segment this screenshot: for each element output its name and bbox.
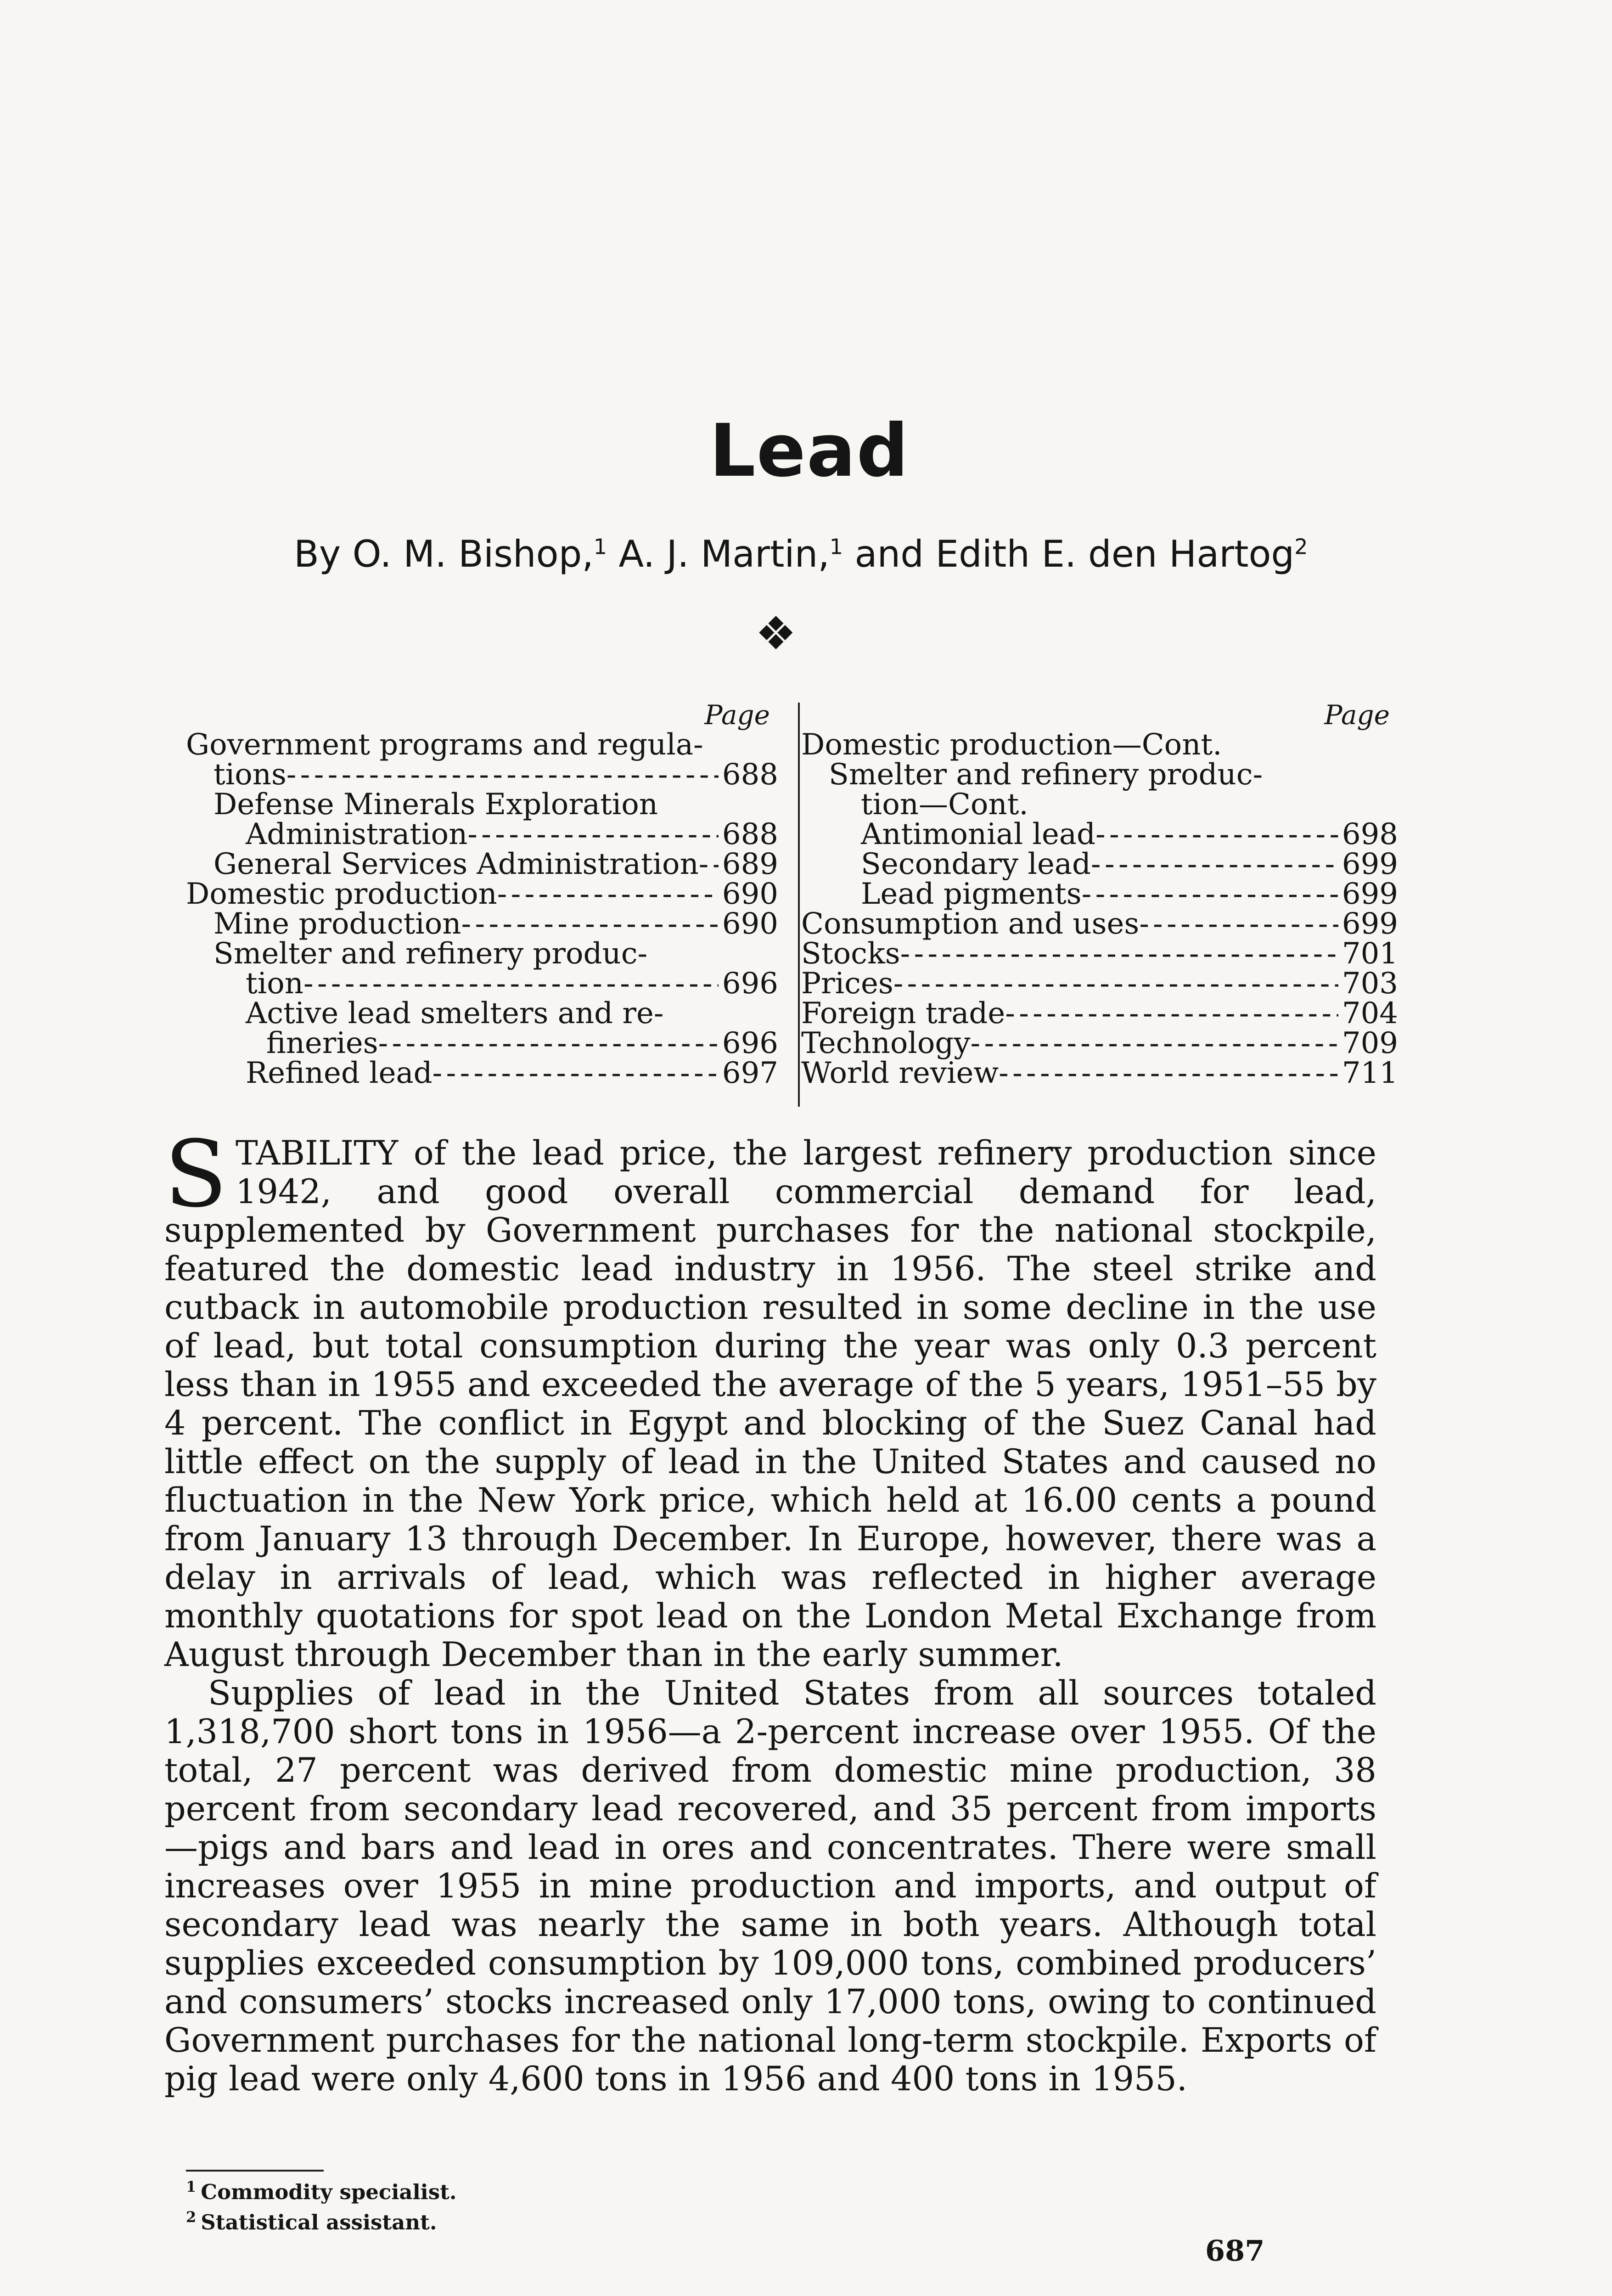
footnote	[186, 2205, 457, 2235]
footnote-mark: 2	[186, 2208, 197, 2226]
toc-entry-page: 709	[1342, 1026, 1398, 1060]
toc-entry: Government programs and regula-	[186, 728, 703, 762]
toc-entry	[801, 996, 1398, 1030]
toc-entry	[801, 879, 1398, 909]
toc-entry-page: 699	[1342, 877, 1398, 911]
toc-entry	[186, 817, 778, 851]
toc-entry-page: 690	[722, 907, 778, 941]
ornament-icon: ❖	[755, 607, 797, 660]
drop-cap: S	[164, 1121, 228, 1228]
toc-entry	[186, 1058, 778, 1088]
toc-entry-label: Technology	[801, 1026, 971, 1060]
toc-entry	[186, 847, 778, 881]
toc-entry-page: 688	[722, 817, 778, 851]
toc-entry-label: General Services Administration	[213, 847, 699, 881]
toc-entry-label: Mine production	[213, 907, 461, 941]
toc-entry: Smelter and refinery produc-	[829, 758, 1263, 792]
toc-entry-page: 704	[1342, 996, 1398, 1030]
toc-entry-label: tion	[246, 967, 303, 1001]
toc-entry	[801, 969, 1398, 999]
toc-entry-page: 701	[1342, 937, 1398, 971]
toc-right-column	[801, 700, 1398, 1088]
toc-entry-page: 689	[722, 847, 778, 881]
page-number: 687	[1205, 2234, 1265, 2268]
toc-entry-page: 698	[1342, 817, 1398, 851]
toc-entry-page: 696	[722, 1026, 778, 1060]
toc-entry-label: Secondary lead	[861, 847, 1091, 881]
toc-entry-label: fineries	[266, 1026, 378, 1060]
footnote-text: Statistical assistant.	[201, 2210, 437, 2234]
author-den-hartog: and Edith E. den Hartog	[843, 533, 1295, 575]
footnote-text: Commodity specialist.	[201, 2180, 457, 2204]
toc-page-heading: Page	[704, 699, 770, 731]
toc-entry-page: 688	[722, 758, 778, 792]
toc-entry: Smelter and refinery produc-	[213, 937, 648, 971]
body-paragraph	[164, 1121, 1376, 1674]
footnote-ref-1: 1	[593, 534, 607, 559]
toc-entry-page: 711	[1342, 1056, 1398, 1090]
toc-page-heading: Page	[1324, 699, 1390, 731]
footnotes	[186, 2174, 457, 2235]
toc-entry	[186, 1026, 778, 1060]
toc-entry-page: 697	[722, 1056, 778, 1090]
toc-entry	[801, 847, 1398, 881]
author-bishop: O. M. Bishop,	[352, 533, 594, 575]
byline-prefix: By	[294, 533, 353, 575]
toc-entry-label: Consumption and uses	[801, 907, 1140, 941]
toc-entry-label: Foreign trade	[801, 996, 1005, 1030]
toc-entry-label: Stocks	[801, 937, 900, 971]
toc-entry-label: Administration	[246, 817, 468, 851]
toc-left-column	[186, 700, 778, 1088]
toc-entry: tion—Cont.	[861, 788, 1028, 822]
article-body	[164, 1121, 1376, 2099]
toc-entry-label: Domestic production	[186, 877, 497, 911]
footnote-mark: 1	[186, 2178, 197, 2195]
toc-entry-label: Prices	[801, 967, 893, 1001]
toc-entry-label: Antimonial lead	[861, 817, 1095, 851]
paragraph-text: TABILITY of the lead price, the largest refinery production since 1942, and good overall commercial demand for lead, supplemented by Government purchases for the national stockpile, featured the domestic lead industry in 1956. The steel strike and cutback in automobile production resulted in some decline in the use of lead, but total consumption during the year was only 0.3 percent less than in 1955 and exceeded the average of the 5 years, 1951–55 by 4 percent. The conflict in Egypt and blocking of the Suez Canal had little effect on the supply of lead in the United States and caused no fluctuation in the New York price, which held at 16.00 cents a pound from January 13 through December. In Europe, however, there was a delay in arrivals of lead, which was reflected in higher average monthly quotations for spot lead on the London Metal Exchange from August through December than in the early summer.	[164, 1134, 1376, 1674]
footnote	[186, 2174, 457, 2205]
toc-entry	[801, 1058, 1398, 1088]
toc-entry-label: Lead pigments	[861, 877, 1082, 911]
toc-entry	[801, 817, 1398, 851]
toc-entry-page: 690	[722, 877, 778, 911]
toc-entry: Domestic production—Cont.	[801, 728, 1222, 762]
toc-entry	[186, 969, 778, 999]
toc-entry-page: 699	[1342, 847, 1398, 881]
body-paragraph: Supplies of lead in the United States from all sources totaled 1,318,700 short tons in 1956—a 2-percent increase over 1955. Of the total, 27 percent was derived from domestic mine production, 38 percent from secondary lead recovered, and 35 percent from imports—pigs and bars and lead in ores and concentrates. There were small increases over 1955 in mine production and imports, and output of secondary lead was nearly the same in both years. Although total supplies exceeded consumption by 109,000 tons, combined producers’ and consumers’ stocks increased only 17,000 tons, owing to continued Government purchases for the national long-term stockpile. Exports of pig lead were only 4,600 tons in 1956 and 400 tons in 1955.	[164, 1674, 1376, 2099]
author-martin: A. J. Martin,	[607, 533, 830, 575]
toc-entry	[801, 939, 1398, 969]
toc-entry: Defense Minerals Exploration	[213, 788, 658, 822]
toc-entry	[186, 879, 778, 909]
footnote-ref-1b: 1	[829, 534, 843, 559]
toc-entry-label: World review	[801, 1056, 999, 1090]
toc-entry-label: Refined lead	[246, 1056, 432, 1090]
toc-entry-page: 696	[722, 967, 778, 1001]
footnote-ref-2: 2	[1294, 534, 1308, 559]
toc-entry	[801, 1026, 1398, 1060]
toc-entry-page: 703	[1342, 967, 1398, 1001]
footnote-rule	[186, 2170, 324, 2172]
article-title: Lead	[709, 409, 910, 493]
toc-entry-page: 699	[1342, 907, 1398, 941]
toc-entry: Active lead smelters and re-	[246, 996, 664, 1030]
toc-entry-label: tions	[213, 758, 286, 792]
byline	[294, 533, 1308, 575]
toc-divider	[798, 703, 800, 1107]
toc-entry	[186, 760, 778, 790]
toc-entry	[801, 909, 1398, 939]
toc-entry	[186, 909, 778, 939]
